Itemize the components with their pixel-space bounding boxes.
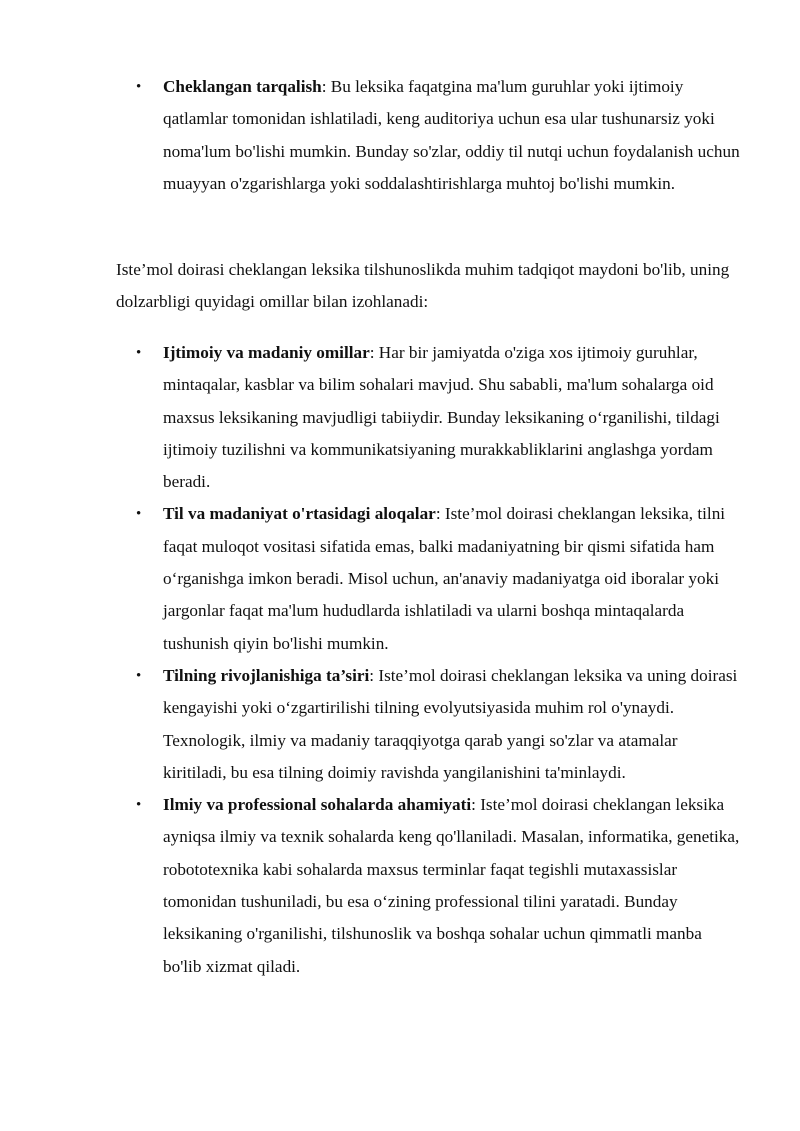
list-item: [0, 498, 743, 659]
bullet-icon: •: [136, 506, 142, 523]
bullet-list-properties: [0, 71, 743, 200]
list-item-text: : Iste’mol doirasi cheklangan leksika ayniqsa ilmiy va texnik sohalarda keng qo'llaniladi. Masalan, informatika, genetika, robototexnika kabi sohalarda maxsus terminlar faqat tegishli mutaxassislar tomonidan tushuniladi, bu esa o‘zining professional tilini yaratadi. Bunday leksikaning o'rganilishi, tilshunoslik va boshqa sohalar uchun qimmatli manba bo'lib xizmat qiladi.: [163, 795, 740, 976]
body-paragraph: Iste’mol doirasi cheklangan leksika tilshunoslikda muhim tadqiqot maydoni bo'lib, uning dolzarbligi quyidagi omillar bilan izohlanadi:: [116, 260, 730, 312]
bullet-list-factors: [0, 337, 743, 983]
list-item-term: Til va madaniyat o'rtasidagi aloqalar: [163, 504, 436, 524]
bullet-icon: •: [136, 345, 142, 361]
list-item-term: Ijtimoiy va madaniy omillar: [163, 343, 370, 362]
list-item: [0, 71, 743, 200]
bullet-icon: •: [136, 797, 142, 814]
bullet-icon: •: [136, 667, 142, 684]
list-item: [0, 660, 743, 789]
bullet-icon: •: [136, 79, 142, 95]
list-item-text: : Har bir jamiyatda o'ziga xos ijtimoiy guruhlar, mintaqalar, kasblar va bilim sohalari mavjud. Shu sababli, ma'lum sohalarga oid maxsus leksikaning mavjudligi tabiiydir. Bunday leksikaning o‘rganilishi, tildagi ijtimoiy tuzilishni va kommunikatsiyaning murakkabliklarini anglashga yordam beradi.: [163, 343, 720, 492]
list-item: [0, 337, 743, 498]
list-item-text: : Bu leksika faqatgina ma'lum guruhlar yoki ijtimoiy qatlamlar tomonidan ishlatiladi, keng auditoriya uchun esa ular tushunarsiz yoki noma'lum bo'lishi mumkin. Bunday so'zlar, oddiy til nutqi uchun foydalanish uchun muayyan o'zgarishlarga yoki soddalashtirishlarga muhtoj bo'lishi mumkin.: [163, 77, 740, 193]
list-item-text: : Iste’mol doirasi cheklangan leksika va uning doirasi kengayishi yoki o‘zgartirilishi tilning evolyutsiyasida muhim rol o'ynaydi. Texnologik, ilmiy va madaniy taraqqiyotga qarab yangi so'zlar va atamalar kiritiladi, bu esa tilning doimiy ravishda yangilanishini ta'minlaydi.: [163, 665, 738, 782]
list-item: [0, 789, 743, 983]
list-item-text: : Iste’mol doirasi cheklangan leksika, tilni faqat muloqot vositasi sifatida emas, balki madaniyatning bir qismi sifatida ham o‘rganishga imkon beradi. Misol uchun, an'anaviy madaniyatga oid iboralar yoki jargonlar faqat ma'lum hududlarda ishlatiladi va ularni boshqa mintaqalarda tushunish qiyin bo'lishi mumkin.: [163, 504, 726, 653]
list-item-term: Ilmiy va professional sohalarda ahamiyati: [163, 795, 472, 815]
list-item-term: Tilning rivojlanishiga ta’siri: [163, 665, 370, 685]
list-item-term: Cheklangan tarqalish: [163, 77, 322, 96]
